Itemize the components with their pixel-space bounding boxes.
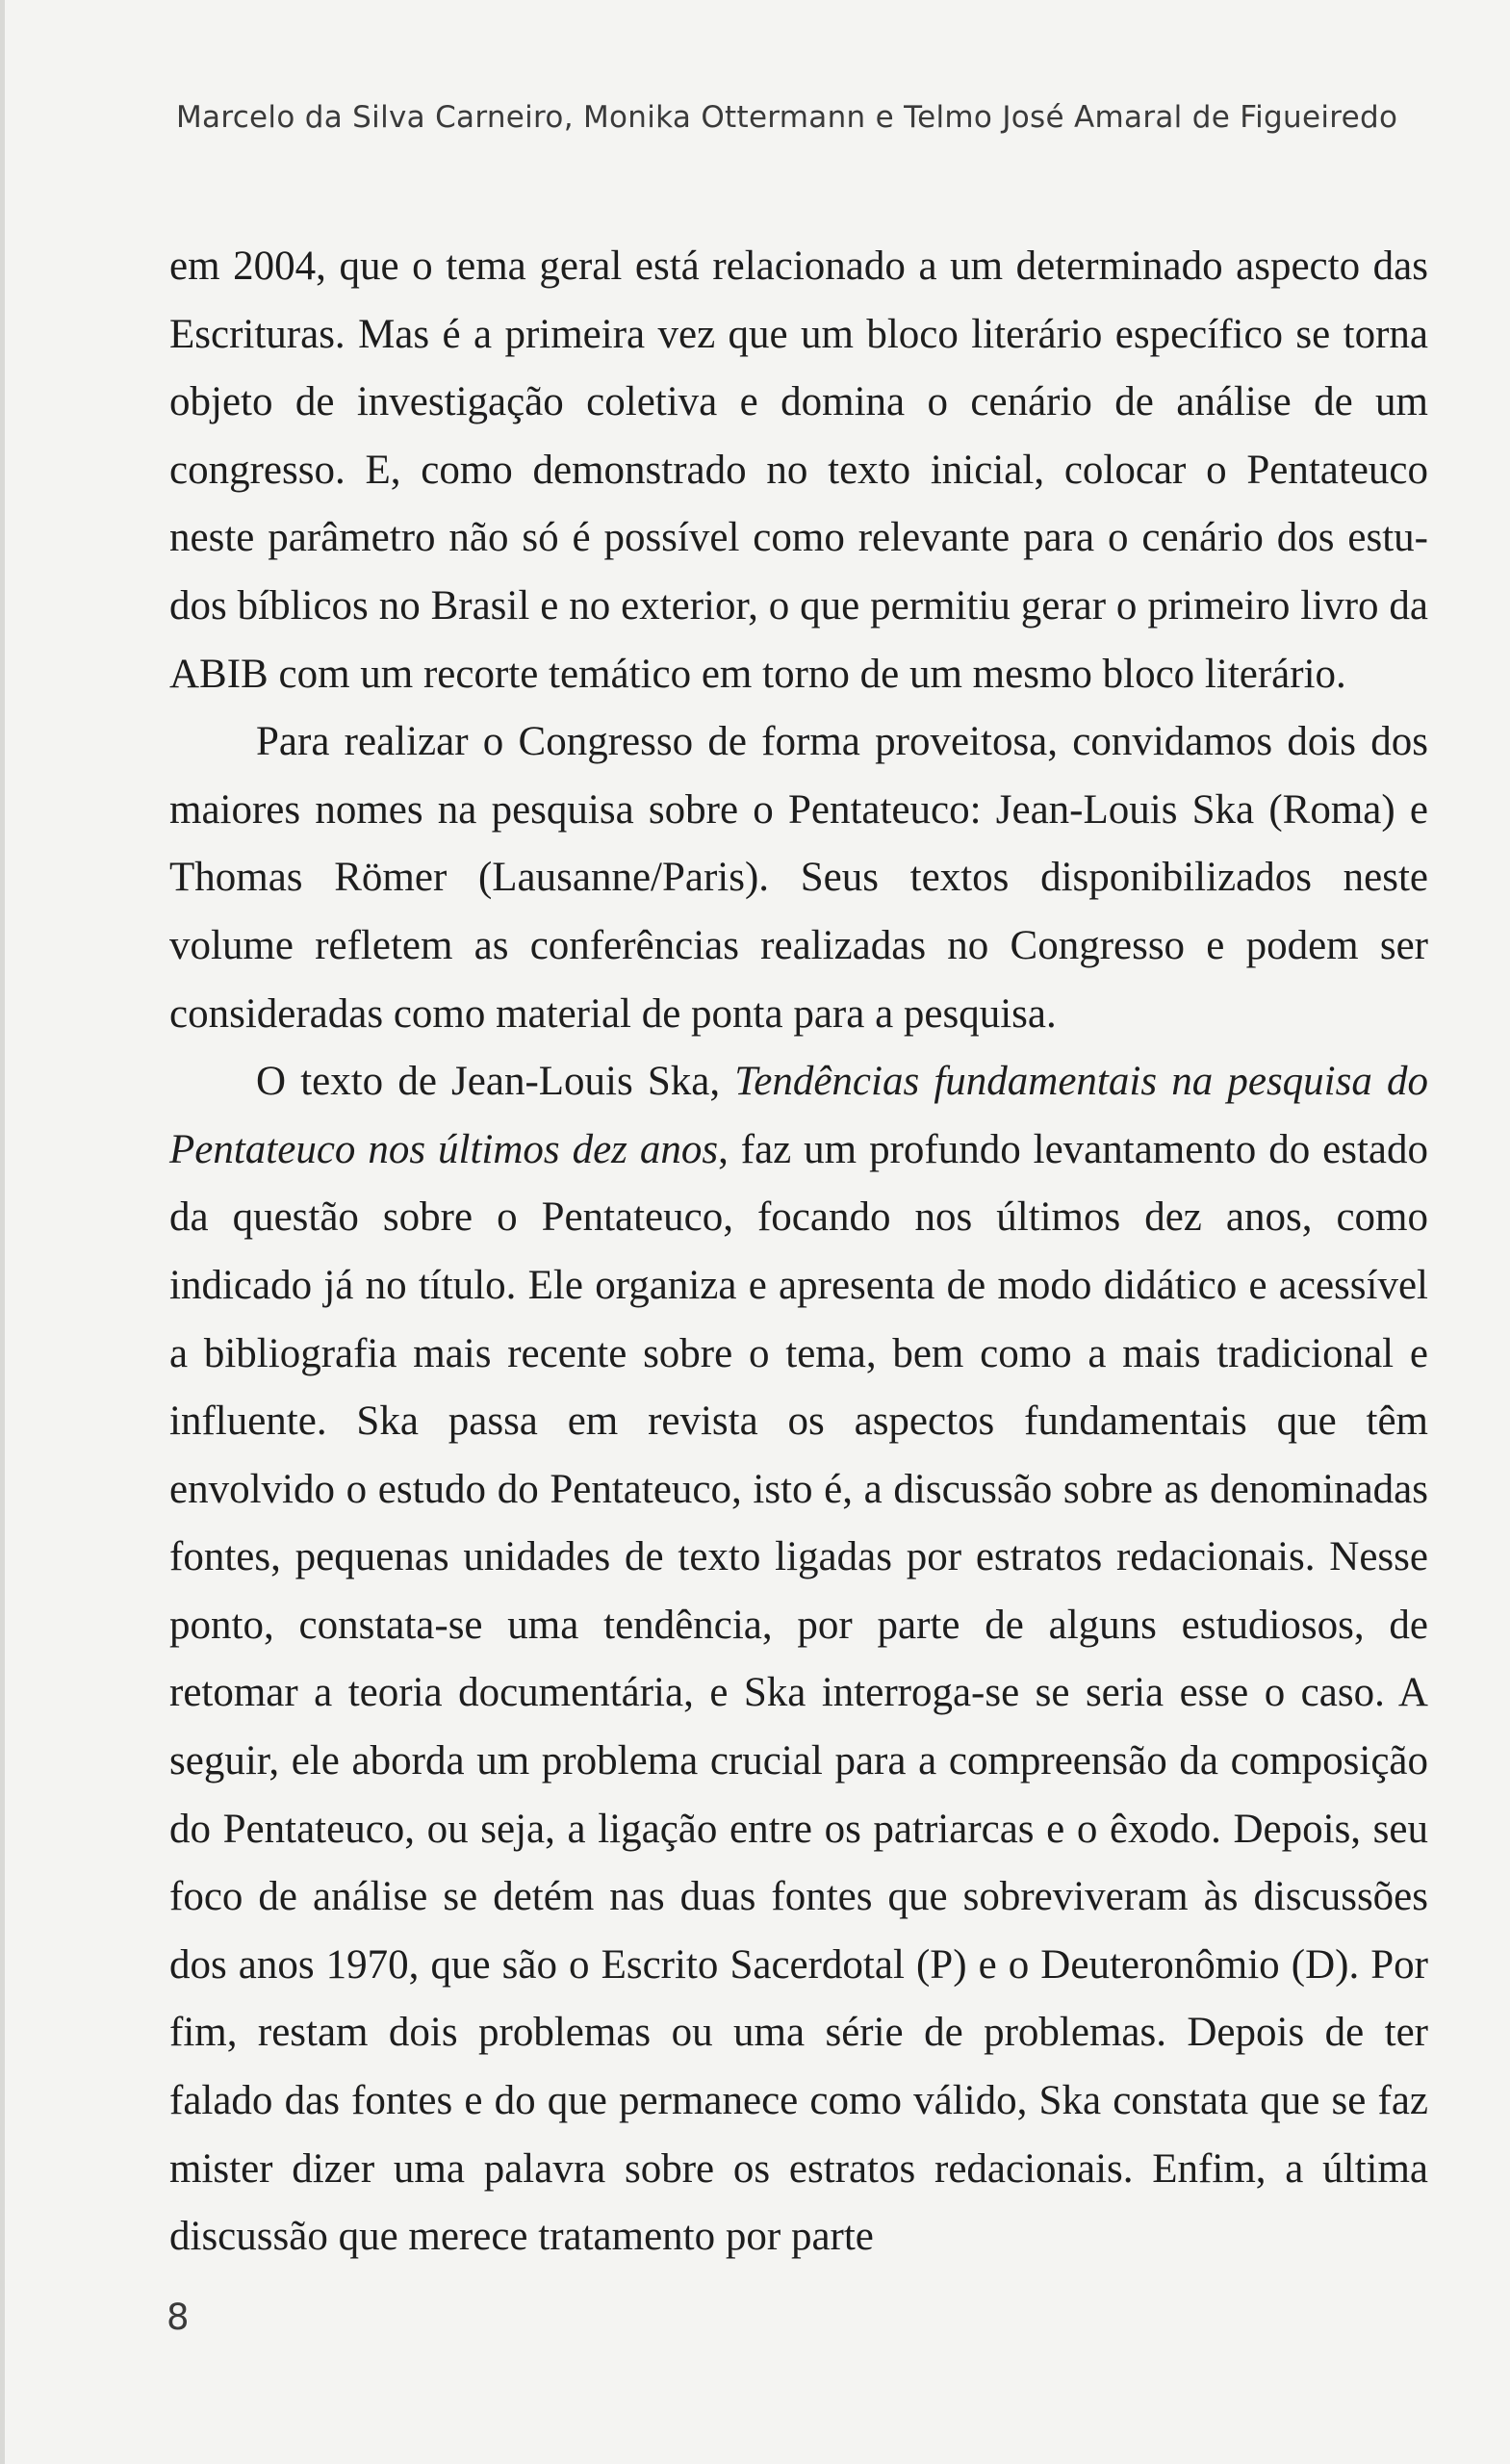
running-header: Marcelo da Silva Carneiro, Monika Ottermann e Telmo José Amaral de Figueiredo [176, 100, 1398, 135]
page-edge [0, 0, 5, 2464]
paragraph-3-rest: , faz um profundo levantamento do estado da questão sobre o Pentateuco, focando nos últimos dez anos, como indicado já no título. Ele organiza e apresenta de modo didático e acessível a bibliografia mais recente sobre o tema, bem como a mais tradicional e influente. Ska passa em revista os aspectos fundamentais que têm envolvido o estudo do Pentateuco, isto é, a discussão sobre as denominadas fontes, pequenas unidades de texto ligadas por estratos redacionais. Nesse ponto, constata-se uma tendência, por parte de alguns estudiosos, de retomar a teoria documentária, e Ska interroga-se se seria esse o caso. A seguir, ele aborda um problema crucial para a compreensão da composição do Pentateuco, ou seja, a ligação entre os patriarcas e o êxodo. Depois, seu foco de análise se detém nas duas fontes que sobreviveram às discussões dos anos 1970, que são o Escrito Sacerdotal (P) e o Deuteronômio (D). Por fim, restam dois problemas ou uma série de problemas. Depois de ter falado das fontes e do que permanece como válido, Ska constata que se faz mister dizer uma palavra sobre os estratos redacionais. Enfim, a última discussão que merece tratamento por parte [169, 1126, 1428, 2260]
body-text [169, 233, 1428, 2272]
paragraph-3 [169, 1048, 1428, 2272]
page-number: 8 [166, 2297, 190, 2338]
paragraph-3-intro: O texto de Jean-Louis Ska, [256, 1059, 721, 1105]
cited-title: Tendências fundamentais na pesquisa do Pentateuco nos últimos dez anos [169, 1059, 1429, 1172]
paragraph-2: Para realizar o Congresso de forma proveitosa, convidamos dois dos maiores nomes na pesquisa sobre o Pentateuco: Jean-Louis Ska (Roma) e Thomas Römer (Lausanne/Paris). Seus textos disponibilizados neste volume refletem as conferências realizadas no Congresso e podem ser consideradas como material de ponta para a pesquisa. [169, 719, 1428, 1037]
paragraph-1: em 2004, que o tema geral está relacionado a um determinado aspecto das Escrituras. Mas é a primeira vez que um bloco literário específico se torna objeto de investigação coletiva e domina o cenário de análise de um congresso. E, como demonstrado no texto inicial, colocar o Pentateuco neste parâmetro não só é possível como relevante para o cenário dos estudos bíblicos no Brasil e no exterior, o que permitiu gerar o primeiro livro da ABIB com um recorte temático em torno de um mesmo bloco literário. [169, 244, 1428, 697]
